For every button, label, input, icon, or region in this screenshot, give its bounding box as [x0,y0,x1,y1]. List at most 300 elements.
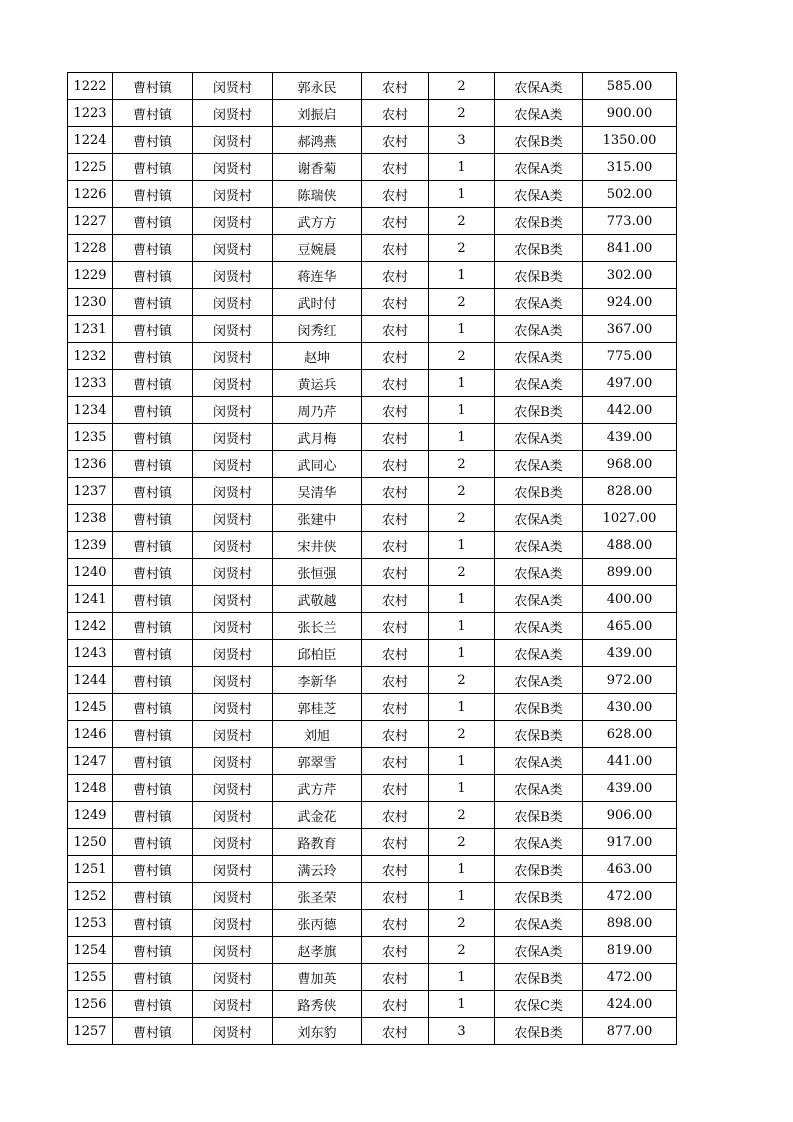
count-cell: 2 [429,100,495,127]
village-cell: 闵贤村 [193,910,273,937]
table-row [68,883,677,910]
name-cell: 闵秀红 [273,316,362,343]
town-cell: 曹村镇 [113,532,193,559]
town-cell: 曹村镇 [113,100,193,127]
area-cell: 农村 [362,316,429,343]
category-cell: 农保B类 [495,694,583,721]
count-cell: 1 [429,316,495,343]
row-id-cell: 1248 [68,775,113,802]
town-cell: 曹村镇 [113,262,193,289]
village-cell: 闵贤村 [193,586,273,613]
table-row [68,559,677,586]
area-cell: 农村 [362,343,429,370]
town-cell: 曹村镇 [113,775,193,802]
table-row [68,856,677,883]
table-row [68,829,677,856]
area-cell: 农村 [362,1018,429,1045]
area-cell: 农村 [362,127,429,154]
count-cell: 1 [429,154,495,181]
count-cell: 2 [429,451,495,478]
category-cell: 农保A类 [495,181,583,208]
area-cell: 农村 [362,613,429,640]
count-cell: 1 [429,370,495,397]
row-id-cell: 1229 [68,262,113,289]
amount-cell: 400.00 [583,586,677,613]
table-row [68,289,677,316]
category-cell: 农保B类 [495,856,583,883]
count-cell: 1 [429,262,495,289]
category-cell: 农保A类 [495,73,583,100]
area-cell: 农村 [362,262,429,289]
row-id-cell: 1244 [68,667,113,694]
table-row [68,370,677,397]
count-cell: 1 [429,883,495,910]
count-cell: 1 [429,613,495,640]
village-cell: 闵贤村 [193,478,273,505]
town-cell: 曹村镇 [113,343,193,370]
table-row [68,316,677,343]
amount-cell: 585.00 [583,73,677,100]
category-cell: 农保A类 [495,451,583,478]
table-row [68,127,677,154]
name-cell: 张恒强 [273,559,362,586]
table-row [68,910,677,937]
village-cell: 闵贤村 [193,667,273,694]
area-cell: 农村 [362,559,429,586]
row-id-cell: 1235 [68,424,113,451]
row-id-cell: 1236 [68,451,113,478]
name-cell: 赵坤 [273,343,362,370]
category-cell: 农保B类 [495,127,583,154]
village-cell: 闵贤村 [193,721,273,748]
village-cell: 闵贤村 [193,991,273,1018]
name-cell: 赵孝旗 [273,937,362,964]
area-cell: 农村 [362,235,429,262]
category-cell: 农保A类 [495,370,583,397]
town-cell: 曹村镇 [113,667,193,694]
name-cell: 郭翠雪 [273,748,362,775]
name-cell: 黄运兵 [273,370,362,397]
count-cell: 2 [429,73,495,100]
amount-cell: 442.00 [583,397,677,424]
amount-cell: 472.00 [583,883,677,910]
town-cell: 曹村镇 [113,748,193,775]
category-cell: 农保B类 [495,478,583,505]
category-cell: 农保A类 [495,100,583,127]
count-cell: 2 [429,829,495,856]
amount-cell: 1350.00 [583,127,677,154]
village-cell: 闵贤村 [193,640,273,667]
table-row [68,640,677,667]
row-id-cell: 1237 [68,478,113,505]
town-cell: 曹村镇 [113,316,193,343]
area-cell: 农村 [362,748,429,775]
village-cell: 闵贤村 [193,1018,273,1045]
area-cell: 农村 [362,397,429,424]
count-cell: 1 [429,424,495,451]
table-row [68,397,677,424]
table-row [68,343,677,370]
category-cell: 农保A类 [495,343,583,370]
town-cell: 曹村镇 [113,154,193,181]
town-cell: 曹村镇 [113,694,193,721]
count-cell: 2 [429,478,495,505]
town-cell: 曹村镇 [113,802,193,829]
category-cell: 农保A类 [495,289,583,316]
name-cell: 郭桂芝 [273,694,362,721]
category-cell: 农保A类 [495,910,583,937]
amount-cell: 367.00 [583,316,677,343]
area-cell: 农村 [362,154,429,181]
village-cell: 闵贤村 [193,316,273,343]
area-cell: 农村 [362,964,429,991]
name-cell: 张丙德 [273,910,362,937]
name-cell: 张长兰 [273,613,362,640]
count-cell: 1 [429,586,495,613]
town-cell: 曹村镇 [113,208,193,235]
table-row [68,991,677,1018]
row-id-cell: 1250 [68,829,113,856]
name-cell: 豆婉晨 [273,235,362,262]
row-id-cell: 1242 [68,613,113,640]
count-cell: 1 [429,775,495,802]
area-cell: 农村 [362,505,429,532]
area-cell: 农村 [362,910,429,937]
village-cell: 闵贤村 [193,775,273,802]
amount-cell: 1027.00 [583,505,677,532]
table-row [68,208,677,235]
area-cell: 农村 [362,424,429,451]
amount-cell: 972.00 [583,667,677,694]
village-cell: 闵贤村 [193,235,273,262]
row-id-cell: 1249 [68,802,113,829]
town-cell: 曹村镇 [113,964,193,991]
village-cell: 闵贤村 [193,208,273,235]
table-row [68,505,677,532]
row-id-cell: 1251 [68,856,113,883]
name-cell: 路秀侠 [273,991,362,1018]
row-id-cell: 1234 [68,397,113,424]
amount-cell: 819.00 [583,937,677,964]
area-cell: 农村 [362,532,429,559]
row-id-cell: 1247 [68,748,113,775]
village-cell: 闵贤村 [193,127,273,154]
name-cell: 宋井侠 [273,532,362,559]
town-cell: 曹村镇 [113,424,193,451]
table-row [68,937,677,964]
row-id-cell: 1225 [68,154,113,181]
count-cell: 2 [429,802,495,829]
amount-cell: 773.00 [583,208,677,235]
village-cell: 闵贤村 [193,829,273,856]
row-id-cell: 1238 [68,505,113,532]
row-id-cell: 1256 [68,991,113,1018]
village-cell: 闵贤村 [193,262,273,289]
category-cell: 农保A类 [495,559,583,586]
table-row [68,775,677,802]
row-id-cell: 1246 [68,721,113,748]
table-row [68,532,677,559]
village-cell: 闵贤村 [193,505,273,532]
area-cell: 农村 [362,73,429,100]
row-id-cell: 1257 [68,1018,113,1045]
category-cell: 农保B类 [495,802,583,829]
row-id-cell: 1231 [68,316,113,343]
amount-cell: 906.00 [583,802,677,829]
table-row [68,694,677,721]
name-cell: 武方芹 [273,775,362,802]
name-cell: 张建中 [273,505,362,532]
category-cell: 农保A类 [495,586,583,613]
amount-cell: 924.00 [583,289,677,316]
row-id-cell: 1223 [68,100,113,127]
town-cell: 曹村镇 [113,613,193,640]
amount-cell: 917.00 [583,829,677,856]
town-cell: 曹村镇 [113,181,193,208]
area-cell: 农村 [362,289,429,316]
area-cell: 农村 [362,100,429,127]
category-cell: 农保A类 [495,667,583,694]
count-cell: 1 [429,181,495,208]
amount-cell: 463.00 [583,856,677,883]
town-cell: 曹村镇 [113,721,193,748]
town-cell: 曹村镇 [113,1018,193,1045]
village-cell: 闵贤村 [193,748,273,775]
category-cell: 农保A类 [495,748,583,775]
row-id-cell: 1233 [68,370,113,397]
area-cell: 农村 [362,208,429,235]
count-cell: 3 [429,1018,495,1045]
area-cell: 农村 [362,370,429,397]
count-cell: 1 [429,748,495,775]
category-cell: 农保A类 [495,937,583,964]
town-cell: 曹村镇 [113,856,193,883]
name-cell: 蒋连华 [273,262,362,289]
name-cell: 刘旭 [273,721,362,748]
area-cell: 农村 [362,478,429,505]
amount-cell: 430.00 [583,694,677,721]
count-cell: 1 [429,397,495,424]
amount-cell: 502.00 [583,181,677,208]
row-id-cell: 1254 [68,937,113,964]
count-cell: 1 [429,991,495,1018]
name-cell: 刘振启 [273,100,362,127]
category-cell: 农保B类 [495,883,583,910]
area-cell: 农村 [362,856,429,883]
amount-cell: 424.00 [583,991,677,1018]
name-cell: 郝鸿燕 [273,127,362,154]
name-cell: 路教育 [273,829,362,856]
category-cell: 农保A类 [495,775,583,802]
count-cell: 2 [429,343,495,370]
roster-body [68,73,677,1045]
table-row [68,100,677,127]
count-cell: 2 [429,208,495,235]
count-cell: 2 [429,721,495,748]
category-cell: 农保A类 [495,316,583,343]
amount-cell: 302.00 [583,262,677,289]
town-cell: 曹村镇 [113,910,193,937]
amount-cell: 439.00 [583,640,677,667]
name-cell: 满云玲 [273,856,362,883]
name-cell: 陈瑞侠 [273,181,362,208]
village-cell: 闵贤村 [193,964,273,991]
table-row [68,1018,677,1045]
count-cell: 2 [429,289,495,316]
town-cell: 曹村镇 [113,127,193,154]
village-cell: 闵贤村 [193,181,273,208]
count-cell: 2 [429,667,495,694]
area-cell: 农村 [362,640,429,667]
name-cell: 刘东豹 [273,1018,362,1045]
town-cell: 曹村镇 [113,73,193,100]
amount-cell: 488.00 [583,532,677,559]
name-cell: 武时付 [273,289,362,316]
town-cell: 曹村镇 [113,505,193,532]
name-cell: 武同心 [273,451,362,478]
name-cell: 吴清华 [273,478,362,505]
name-cell: 邱柏臣 [273,640,362,667]
name-cell: 张圣荣 [273,883,362,910]
table-row [68,802,677,829]
table-row [68,262,677,289]
village-cell: 闵贤村 [193,937,273,964]
table-row [68,424,677,451]
village-cell: 闵贤村 [193,613,273,640]
village-cell: 闵贤村 [193,856,273,883]
town-cell: 曹村镇 [113,586,193,613]
village-cell: 闵贤村 [193,343,273,370]
count-cell: 1 [429,964,495,991]
amount-cell: 968.00 [583,451,677,478]
area-cell: 农村 [362,667,429,694]
category-cell: 农保B类 [495,1018,583,1045]
village-cell: 闵贤村 [193,370,273,397]
village-cell: 闵贤村 [193,73,273,100]
count-cell: 2 [429,910,495,937]
area-cell: 农村 [362,181,429,208]
amount-cell: 315.00 [583,154,677,181]
category-cell: 农保A类 [495,505,583,532]
town-cell: 曹村镇 [113,937,193,964]
table-row [68,73,677,100]
town-cell: 曹村镇 [113,883,193,910]
village-cell: 闵贤村 [193,289,273,316]
category-cell: 农保B类 [495,721,583,748]
category-cell: 农保A类 [495,532,583,559]
count-cell: 2 [429,235,495,262]
count-cell: 2 [429,505,495,532]
row-id-cell: 1226 [68,181,113,208]
village-cell: 闵贤村 [193,397,273,424]
table-row [68,721,677,748]
area-cell: 农村 [362,694,429,721]
count-cell: 1 [429,856,495,883]
amount-cell: 841.00 [583,235,677,262]
town-cell: 曹村镇 [113,829,193,856]
village-cell: 闵贤村 [193,694,273,721]
village-cell: 闵贤村 [193,883,273,910]
town-cell: 曹村镇 [113,289,193,316]
category-cell: 农保A类 [495,640,583,667]
row-id-cell: 1227 [68,208,113,235]
count-cell: 2 [429,559,495,586]
town-cell: 曹村镇 [113,235,193,262]
town-cell: 曹村镇 [113,397,193,424]
town-cell: 曹村镇 [113,559,193,586]
name-cell: 武金花 [273,802,362,829]
name-cell: 郭永民 [273,73,362,100]
village-cell: 闵贤村 [193,802,273,829]
area-cell: 农村 [362,991,429,1018]
category-cell: 农保A类 [495,613,583,640]
row-id-cell: 1245 [68,694,113,721]
amount-cell: 497.00 [583,370,677,397]
category-cell: 农保B类 [495,235,583,262]
row-id-cell: 1243 [68,640,113,667]
category-cell: 农保A类 [495,829,583,856]
row-id-cell: 1239 [68,532,113,559]
row-id-cell: 1230 [68,289,113,316]
name-cell: 李新华 [273,667,362,694]
row-id-cell: 1255 [68,964,113,991]
amount-cell: 472.00 [583,964,677,991]
amount-cell: 465.00 [583,613,677,640]
row-id-cell: 1228 [68,235,113,262]
village-cell: 闵贤村 [193,424,273,451]
category-cell: 农保B类 [495,208,583,235]
count-cell: 2 [429,937,495,964]
amount-cell: 899.00 [583,559,677,586]
row-id-cell: 1252 [68,883,113,910]
table-row [68,154,677,181]
table-row [68,235,677,262]
town-cell: 曹村镇 [113,991,193,1018]
row-id-cell: 1232 [68,343,113,370]
village-cell: 闵贤村 [193,100,273,127]
category-cell: 农保A类 [495,424,583,451]
area-cell: 农村 [362,883,429,910]
amount-cell: 898.00 [583,910,677,937]
table-row [68,586,677,613]
area-cell: 农村 [362,586,429,613]
category-cell: 农保C类 [495,991,583,1018]
table-row [68,478,677,505]
count-cell: 3 [429,127,495,154]
area-cell: 农村 [362,775,429,802]
amount-cell: 628.00 [583,721,677,748]
amount-cell: 828.00 [583,478,677,505]
town-cell: 曹村镇 [113,370,193,397]
count-cell: 1 [429,694,495,721]
category-cell: 农保B类 [495,397,583,424]
name-cell: 武方方 [273,208,362,235]
table-row [68,748,677,775]
count-cell: 1 [429,532,495,559]
amount-cell: 439.00 [583,424,677,451]
village-cell: 闵贤村 [193,154,273,181]
amount-cell: 900.00 [583,100,677,127]
table-row [68,613,677,640]
town-cell: 曹村镇 [113,478,193,505]
name-cell: 谢香菊 [273,154,362,181]
name-cell: 武月梅 [273,424,362,451]
name-cell: 曹加英 [273,964,362,991]
amount-cell: 775.00 [583,343,677,370]
row-id-cell: 1222 [68,73,113,100]
row-id-cell: 1253 [68,910,113,937]
roster-table [67,72,677,1045]
